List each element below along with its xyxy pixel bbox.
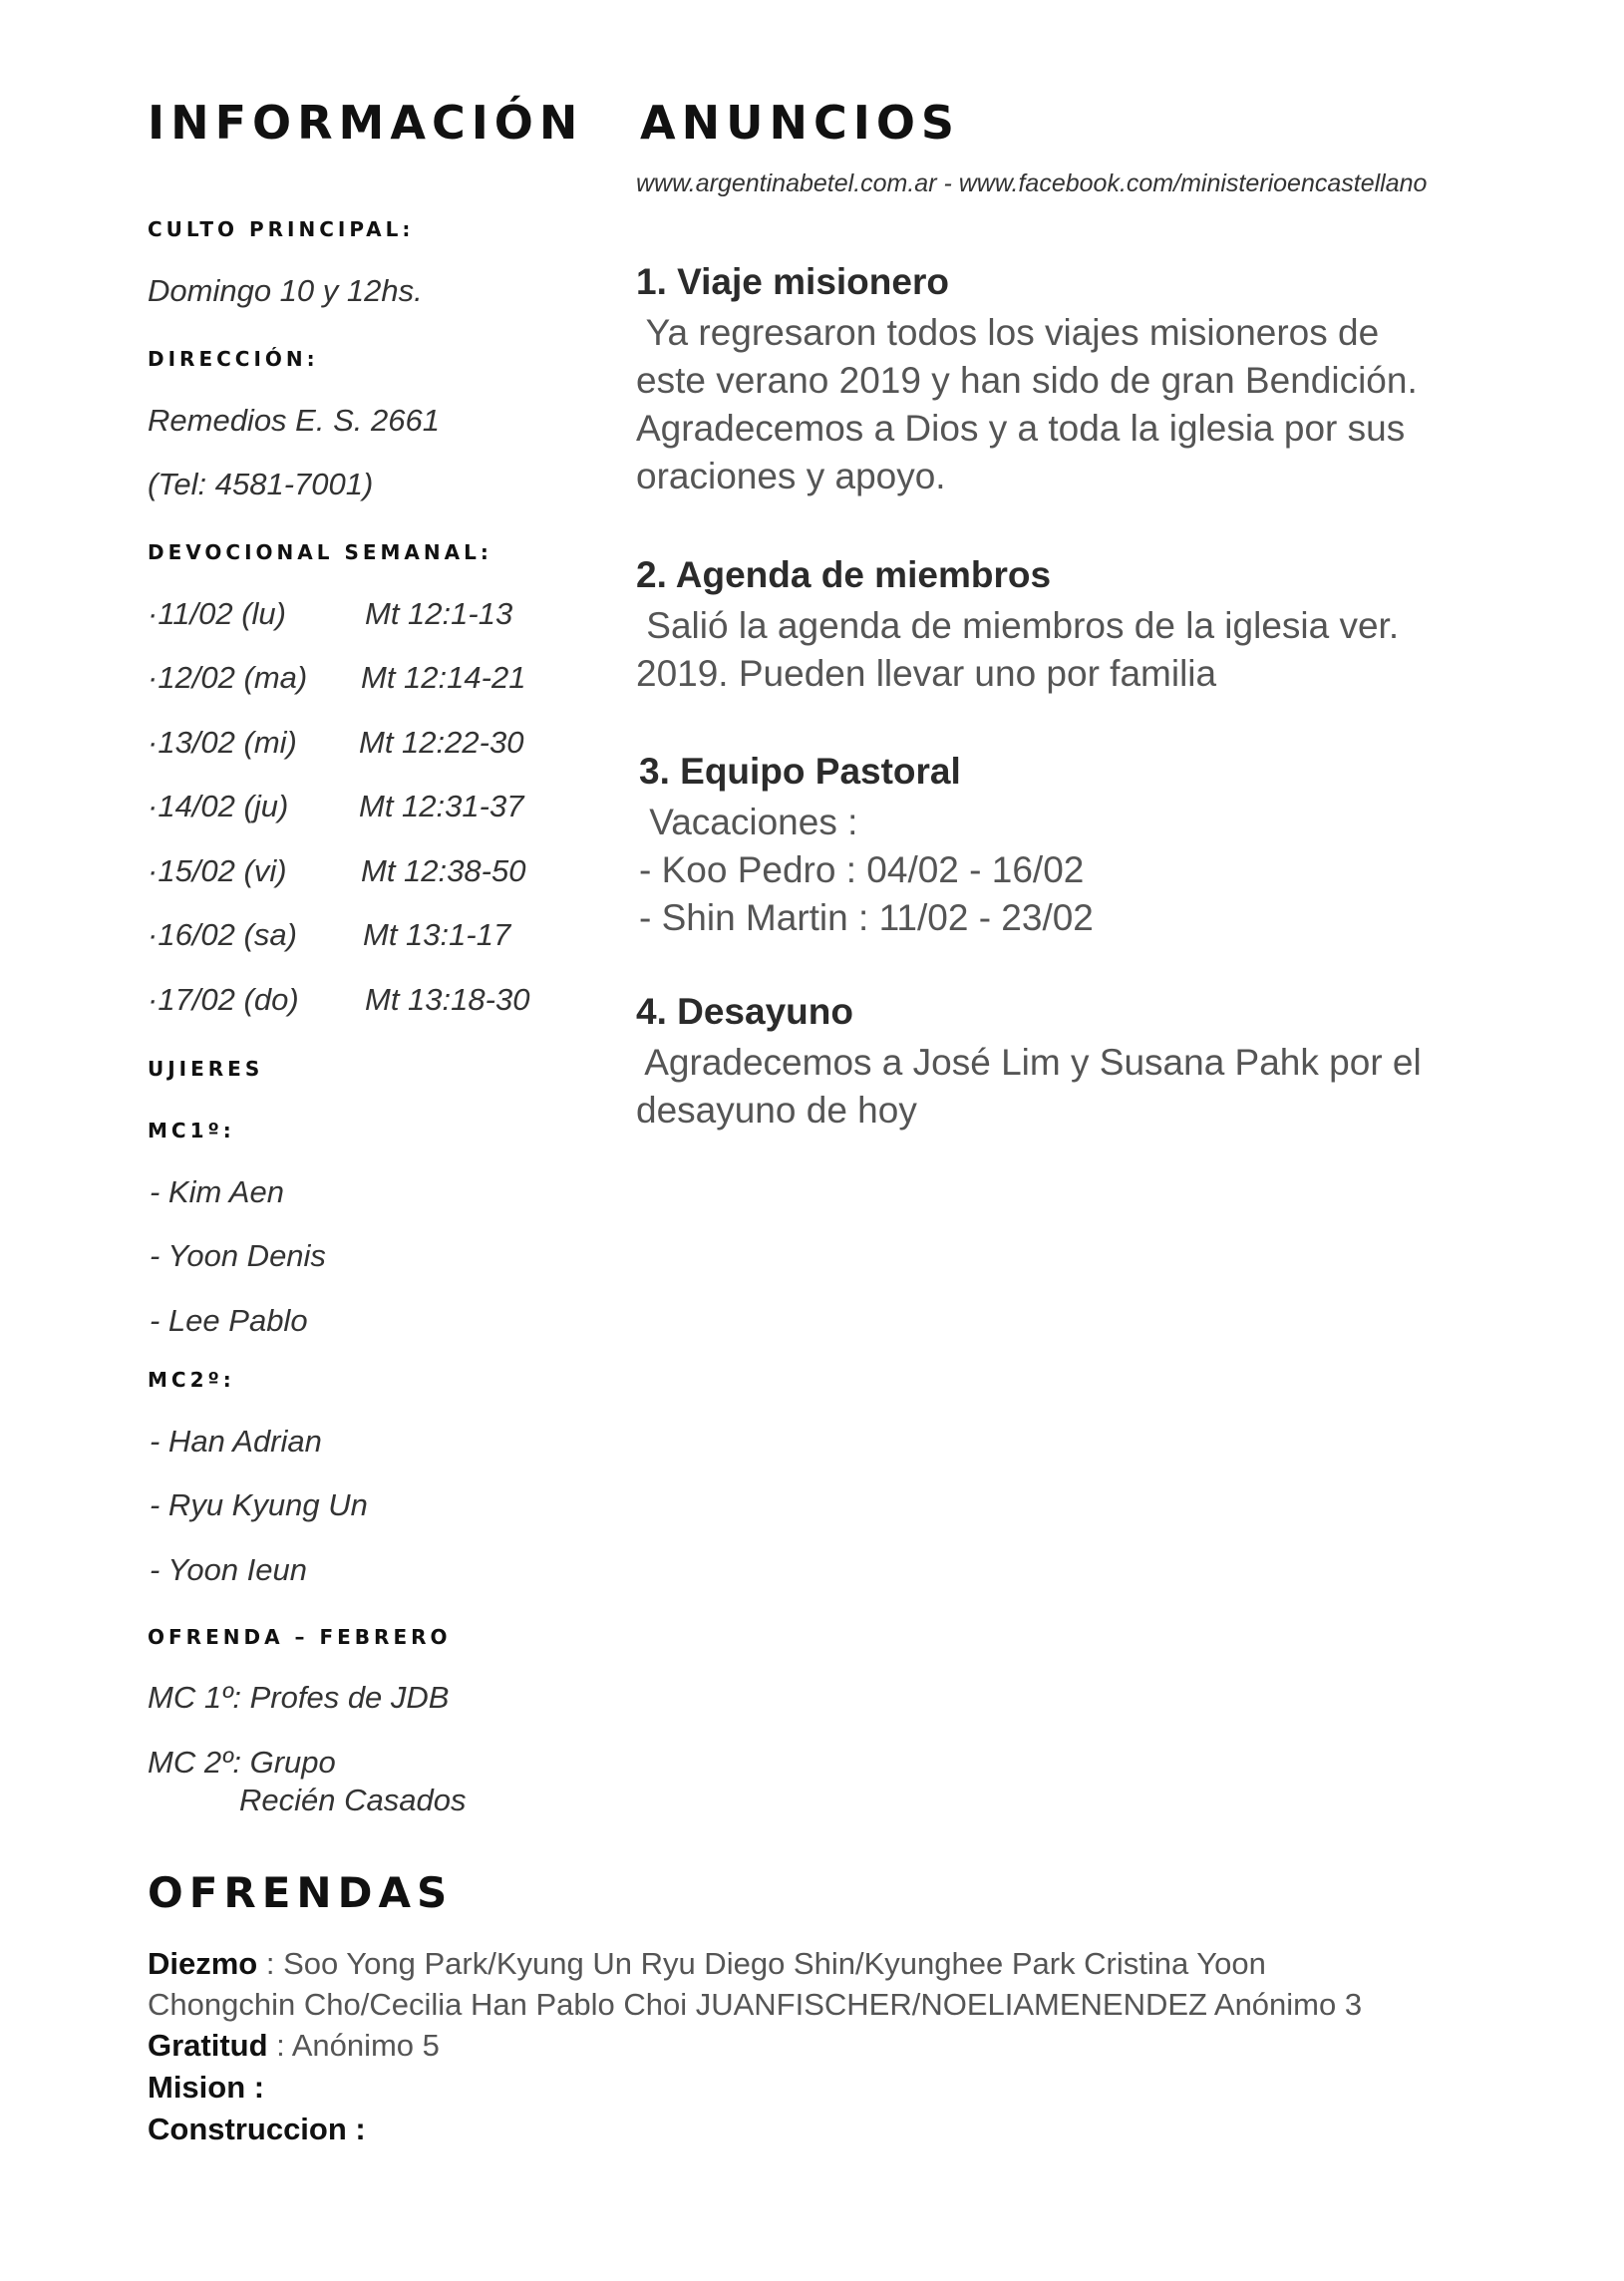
anuncios-title: ANUNCIOS [640, 96, 961, 150]
devocional-date: ·13/02 (mi) [148, 725, 297, 760]
info-title: INFORMACIÓN [148, 96, 584, 150]
ofrenda-mc2-line2: Recién Casados [239, 1783, 467, 1817]
mc1-member: - Lee Pablo [150, 1303, 308, 1338]
mc2-member: - Han Adrian [150, 1424, 322, 1459]
devocional-ref: Mt 12:31-37 [359, 789, 524, 823]
mc2-member: - Ryu Kyung Un [150, 1487, 368, 1522]
ofrenda-mc2-line1: MC 2º: Grupo [148, 1745, 336, 1780]
diezmo-line2: Chongchin Cho/Cecilia Han Pablo Choi JUANFISCHER/NOELIAMENENDEZ Anónimo 3 [148, 1987, 1363, 2022]
mc2-label: MC2º: [148, 1368, 235, 1392]
devocional-date: ·14/02 (ju) [148, 789, 289, 823]
anuncio-title: 3. Equipo Pastoral [639, 751, 961, 792]
anuncio-title: 2. Agenda de miembros [636, 554, 1052, 595]
devocional-ref: Mt 12:22-30 [359, 725, 524, 760]
devocional-date: ·11/02 (lu) [148, 596, 286, 631]
culto-value: Domingo 10 y 12hs. [148, 273, 423, 308]
gratitud-line [148, 2028, 440, 2064]
ofrenda-mc1: MC 1º: Profes de JDB [148, 1680, 450, 1715]
anuncio-body: Ya regresaron todos los viajes misioneros de este verano 2019 y han sido de gran Bendición. Agradecemos a Dios y a toda la iglesia por sus oraciones y apoyo. [636, 312, 1418, 496]
anuncio-body: Vacaciones : - Koo Pedro : 04/02 - 16/02 - Shin Martin : 11/02 - 23/02 [639, 802, 1094, 938]
gratitud-value: : Anónimo 5 [267, 2028, 440, 2063]
direccion-line1: Remedios E. S. 2661 [148, 403, 440, 438]
gratitud-label: Gratitud [148, 2028, 268, 2063]
anuncio-title: 1. Viaje misionero [636, 261, 949, 302]
mision-line [148, 2070, 264, 2106]
direccion-line2: (Tel: 4581-7001) [148, 467, 374, 501]
devocional-ref: Mt 12:14-21 [361, 660, 526, 695]
construccion-line [148, 2112, 366, 2147]
devocional-date: ·17/02 (do) [148, 982, 299, 1017]
devocional-date: ·16/02 (sa) [148, 917, 297, 952]
construccion-label: Construccion : [148, 2112, 366, 2146]
direccion-label: DIRECCIÓN: [148, 347, 319, 371]
mc1-member: - Yoon Denis [150, 1238, 326, 1273]
mc1-label: MC1º: [148, 1119, 235, 1142]
diezmo-value: : Soo Yong Park/Kyung Un Ryu Diego Shin/Kyunghee Park Cristina Yoon [257, 1946, 1266, 1981]
ofrenda-label: OFRENDA – FEBRERO [148, 1625, 452, 1649]
diezmo-line1 [148, 1946, 1266, 1982]
mision-label: Mision : [148, 2070, 265, 2105]
devocional-date: ·12/02 (ma) [148, 660, 308, 695]
anuncio-title: 4. Desayuno [636, 991, 853, 1032]
anuncios-url: www.argentinabetel.com.ar - www.facebook.com/ministerioencastellano [636, 169, 1428, 197]
ofrendas-title: OFRENDAS [148, 1868, 454, 1917]
devocional-date: ·15/02 (vi) [148, 853, 287, 888]
anuncio-body: Salió la agenda de miembros de la iglesia ver. 2019. Pueden llevar uno por familia [636, 605, 1400, 694]
devocional-ref: Mt 13:1-17 [363, 917, 511, 952]
culto-label: CULTO PRINCIPAL: [148, 217, 415, 241]
ujieres-label: UJIERES [148, 1057, 264, 1081]
devocional-ref: Mt 13:18-30 [365, 982, 530, 1017]
anuncio-body: Agradecemos a José Lim y Susana Pahk por el desayuno de hoy [636, 1042, 1422, 1131]
devocional-label: DEVOCIONAL SEMANAL: [148, 540, 492, 564]
mc2-member: - Yoon Ieun [150, 1552, 308, 1587]
diezmo-label: Diezmo [148, 1946, 258, 1981]
devocional-ref: Mt 12:1-13 [365, 596, 513, 631]
devocional-ref: Mt 12:38-50 [361, 853, 526, 888]
mc1-member: - Kim Aen [150, 1174, 284, 1209]
